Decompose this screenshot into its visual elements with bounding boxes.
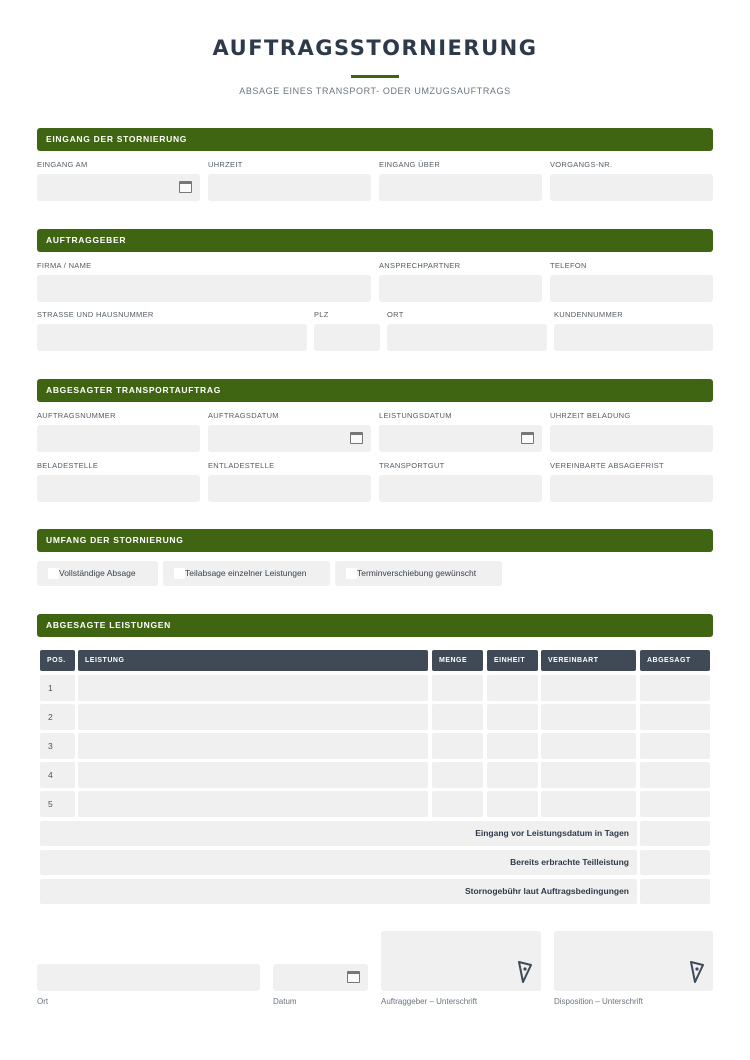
section-header-umfang: UMFANG DER STORNIERUNG <box>37 529 713 552</box>
row-leistung-cell[interactable] <box>78 791 428 817</box>
label-telefon: TELEFON <box>550 261 587 270</box>
row-einheit-cell[interactable] <box>487 791 538 817</box>
row-pos: 5 <box>40 791 75 817</box>
checkbox-box[interactable] <box>48 568 59 579</box>
checkbox-terminverschiebung[interactable] <box>335 561 502 586</box>
label-uhrzeit-beladung: UHRZEIT BELADUNG <box>550 411 631 420</box>
section-header-transport: ABGESAGTER TRANSPORTAUFTRAG <box>37 379 713 402</box>
footer-label-ort: Ort <box>37 997 49 1006</box>
plz-field[interactable] <box>314 324 380 351</box>
label-strasse: STRASSE UND HAUSNUMMER <box>37 310 154 319</box>
label-entladestelle: ENTLADESTELLE <box>208 461 275 470</box>
summary-value-tage[interactable] <box>640 821 710 846</box>
checkbox-box[interactable] <box>174 568 185 579</box>
label-firma: FIRMA / NAME <box>37 261 92 270</box>
section-header-auftraggeber: AUFTRAGGEBER <box>37 229 713 252</box>
checkbox-vollstaendige-absage[interactable] <box>37 561 158 586</box>
telefon-field[interactable] <box>550 275 713 302</box>
table-header-leistung: LEISTUNG <box>78 650 428 671</box>
auftragsdatum-field[interactable] <box>208 425 371 452</box>
row-leistung-cell[interactable] <box>78 762 428 788</box>
kundennummer-field[interactable] <box>554 324 713 351</box>
label-eingang-am: EINGANG AM <box>37 160 88 169</box>
footer-label-datum: Datum <box>273 997 297 1006</box>
pen-icon <box>517 961 533 983</box>
label-kundennummer: KUNDENNUMMER <box>554 310 624 319</box>
row-menge-cell[interactable] <box>432 675 483 701</box>
eingang-ueber-field[interactable] <box>379 174 542 201</box>
row-vereinbart-cell[interactable] <box>541 791 636 817</box>
row-abgesagt-cell[interactable] <box>640 733 710 759</box>
pen-icon <box>689 961 705 983</box>
table-header-menge: MENGE <box>432 650 483 671</box>
row-abgesagt-cell[interactable] <box>640 791 710 817</box>
row-menge-cell[interactable] <box>432 733 483 759</box>
ansprechpartner-field[interactable] <box>379 275 542 302</box>
label-vorgangs-nr: VORGANGS-NR. <box>550 160 613 169</box>
calendar-icon[interactable] <box>350 432 363 444</box>
row-vereinbart-cell[interactable] <box>541 762 636 788</box>
strasse-field[interactable] <box>37 324 307 351</box>
label-eingang-ueber: EINGANG ÜBER <box>379 160 441 169</box>
summary-value-teilleistung[interactable] <box>640 850 710 875</box>
label-ort: ORT <box>387 310 404 319</box>
table-header-vereinbart: VEREINBART <box>541 650 636 671</box>
absagefrist-field[interactable] <box>550 475 713 502</box>
table-header-abgesagt: ABGESAGT <box>640 650 710 671</box>
label-beladestelle: BELADESTELLE <box>37 461 99 470</box>
calendar-icon[interactable] <box>521 432 534 444</box>
row-pos: 1 <box>40 675 75 701</box>
row-pos: 3 <box>40 733 75 759</box>
row-pos: 4 <box>40 762 75 788</box>
label-uhrzeit: UHRZEIT <box>208 160 243 169</box>
label-leistungsdatum: LEISTUNGSDATUM <box>379 411 452 420</box>
row-abgesagt-cell[interactable] <box>640 704 710 730</box>
row-menge-cell[interactable] <box>432 704 483 730</box>
calendar-icon[interactable] <box>347 971 360 983</box>
summary-label-tage: Eingang vor Leistungsdatum in Tagen <box>40 821 637 846</box>
firma-field[interactable] <box>37 275 371 302</box>
page-title: AUFTRAGSSTORNIERUNG <box>212 36 538 60</box>
checkbox-box[interactable] <box>346 568 357 579</box>
summary-value-stornogebuehr[interactable] <box>640 879 710 904</box>
table-header-pos: POS. <box>40 650 75 671</box>
vorgangs-nr-field[interactable] <box>550 174 713 201</box>
uhrzeit-beladung-field[interactable] <box>550 425 713 452</box>
section-header-eingang: EINGANG DER STORNIERUNG <box>37 128 713 151</box>
ort-sign-field[interactable] <box>37 964 260 991</box>
label-auftragsdatum: AUFTRAGSDATUM <box>208 411 279 420</box>
leistungsdatum-field[interactable] <box>379 425 542 452</box>
eingang-am-field[interactable] <box>37 174 200 201</box>
ort-field[interactable] <box>387 324 547 351</box>
row-abgesagt-cell[interactable] <box>640 675 710 701</box>
footer-label-auftraggeber: Auftraggeber – Unterschrift <box>381 997 478 1006</box>
row-leistung-cell[interactable] <box>78 704 428 730</box>
label-absagefrist: VEREINBARTE ABSAGEFRIST <box>550 461 664 470</box>
label-plz: PLZ <box>314 310 329 319</box>
summary-label-stornogebuehr: Stornogebühr laut Auftragsbedingungen <box>40 879 637 904</box>
checkbox-label: Vollständige Absage <box>59 568 136 578</box>
auftraggeber-signature-field[interactable] <box>381 931 541 991</box>
checkbox-label: Teilabsage einzelner Leistungen <box>185 568 307 578</box>
beladestelle-field[interactable] <box>37 475 200 502</box>
table-header-einheit: EINHEIT <box>487 650 538 671</box>
row-menge-cell[interactable] <box>432 762 483 788</box>
label-ansprechpartner: ANSPRECHPARTNER <box>379 261 461 270</box>
footer-label-disposition: Disposition – Unterschrift <box>554 997 643 1006</box>
label-auftragsnummer: AUFTRAGSNUMMER <box>37 411 116 420</box>
calendar-icon[interactable] <box>179 181 192 193</box>
entladestelle-field[interactable] <box>208 475 371 502</box>
label-transportgut: TRANSPORTGUT <box>379 461 445 470</box>
disposition-signature-field[interactable] <box>554 931 713 991</box>
row-vereinbart-cell[interactable] <box>541 704 636 730</box>
section-header-leistungen: ABGESAGTE LEISTUNGEN <box>37 614 713 637</box>
page-subtitle: ABSAGE EINES TRANSPORT- ODER UMZUGSAUFTRAGS <box>239 86 511 96</box>
auftragsnummer-field[interactable] <box>37 425 200 452</box>
row-pos: 2 <box>40 704 75 730</box>
row-leistung-cell[interactable] <box>78 733 428 759</box>
row-einheit-cell[interactable] <box>487 762 538 788</box>
transportgut-field[interactable] <box>379 475 542 502</box>
row-vereinbart-cell[interactable] <box>541 675 636 701</box>
row-menge-cell[interactable] <box>432 791 483 817</box>
row-leistung-cell[interactable] <box>78 675 428 701</box>
row-vereinbart-cell[interactable] <box>541 733 636 759</box>
datum-sign-field[interactable] <box>273 964 368 991</box>
uhrzeit-field[interactable] <box>208 174 371 201</box>
row-einheit-cell[interactable] <box>487 733 538 759</box>
title-divider <box>351 75 399 78</box>
checkbox-teilabsage[interactable] <box>163 561 330 586</box>
checkbox-label: Terminverschiebung gewünscht <box>357 568 477 578</box>
row-einheit-cell[interactable] <box>487 704 538 730</box>
row-einheit-cell[interactable] <box>487 675 538 701</box>
row-abgesagt-cell[interactable] <box>640 762 710 788</box>
summary-label-teilleistung: Bereits erbrachte Teilleistung <box>40 850 637 875</box>
